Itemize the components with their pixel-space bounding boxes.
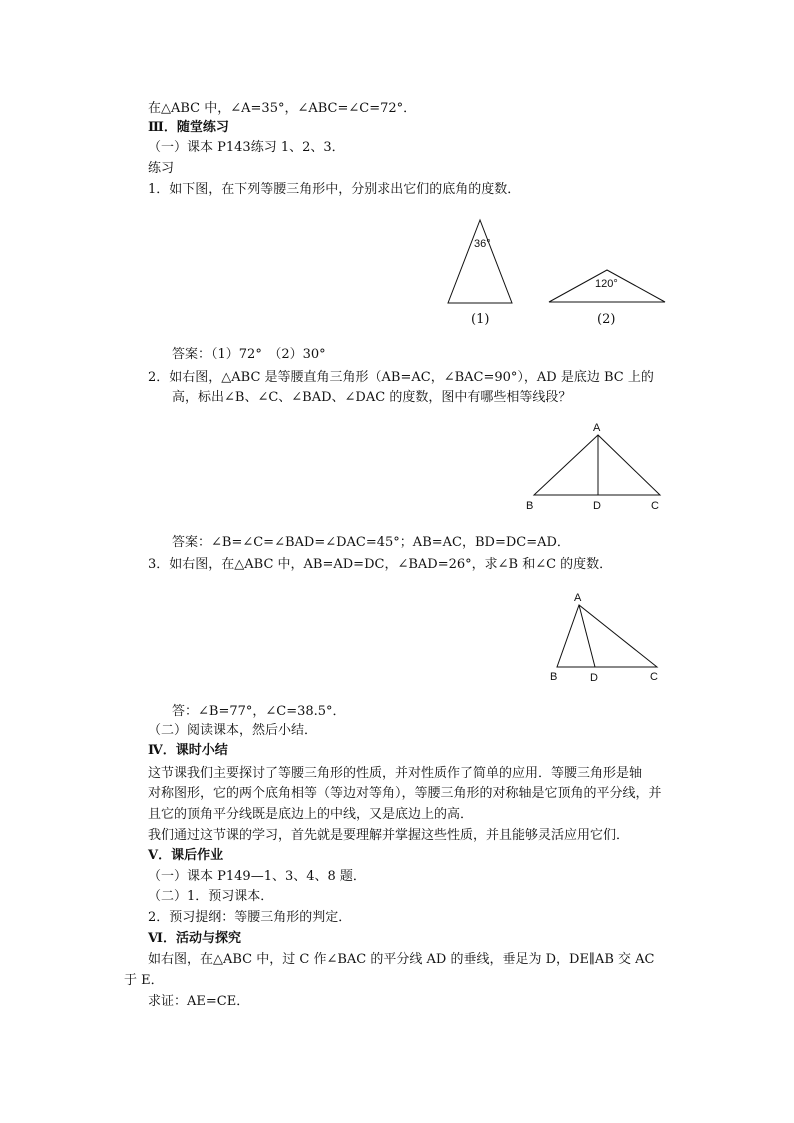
text-line: 2．预习提纲：等腰三角形的判定．	[148, 910, 352, 925]
apex-angle-label: 120°	[595, 278, 618, 290]
vertex-label-d: D	[593, 500, 601, 512]
apex-angle-label: 36°	[474, 238, 491, 250]
answer-2: 答案：∠B=∠C=∠BAD=∠DAC=45°；AB=AC，BD=DC=AD．	[172, 535, 570, 550]
triangle-shape	[557, 605, 657, 667]
text-line: 练习	[148, 161, 175, 176]
vertex-label-b: B	[550, 671, 558, 683]
paragraph-line: 如右图，在△ABC 中，过 C 作∠BAC 的平分线 AD 的垂线，垂足为 D，DE∥AB 交 AC	[148, 952, 655, 967]
figure-triangle-4	[545, 588, 670, 683]
paragraph-line: 且它的顶角平分线既是底边上的中线，又是底边上的高．	[148, 807, 474, 822]
vertex-label-d: D	[590, 672, 598, 684]
question-2: 2．如右图，△ABC 是等腰直角三角形（AB=AC，∠BAC=90°），AD 是底边 BC 上的	[148, 370, 654, 385]
paragraph-line: 这节课我们主要探讨了等腰三角形的性质，并对性质作了简单的应用．等腰三角形是轴	[148, 766, 643, 781]
text-line: （二）1．预习课本．	[148, 889, 274, 904]
vertex-label-c: C	[651, 500, 659, 512]
answer-3: 答：∠B=77°，∠C=38.5°．	[172, 704, 346, 719]
question-1: 1．如下图，在下列等腰三角形中，分别求出它们的底角的度数．	[148, 182, 521, 197]
paragraph-line: 对称图形，它的两个底角相等（等边对等角），等腰三角形的对称轴是它顶角的平分线，并	[148, 786, 662, 801]
section-heading-homework: Ⅴ．课后作业	[148, 848, 224, 863]
text-line: 在△ABC 中，∠A=35°，∠ABC=∠C=72°．	[148, 101, 417, 116]
segment-ad	[579, 605, 595, 667]
section-heading-summary: Ⅳ．课时小结	[148, 743, 228, 758]
vertex-label-c: C	[650, 671, 658, 683]
vertex-label-b: B	[526, 500, 534, 512]
vertex-label-a: A	[593, 422, 601, 434]
text-line: （一）课本 P143练习 1、2、3．	[148, 140, 345, 155]
question-3: 3．如右图，在△ABC 中，AB=AD=DC，∠BAD=26°，求∠B 和∠C 的度数．	[148, 557, 613, 572]
paragraph-line: 求证：AE=CE．	[148, 994, 250, 1009]
triangle-shape	[448, 220, 512, 303]
section-heading-activity: Ⅵ．活动与探究	[148, 931, 241, 946]
text-line: （一）课本 P149—1、3、4、8 题．	[148, 869, 366, 884]
question-2-cont: 高，标出∠B、∠C、∠BAD、∠DAC 的度数，图中有哪些相等线段？	[172, 390, 572, 405]
figure-triangle-2	[545, 262, 670, 330]
figure-triangle-3	[520, 418, 670, 518]
figure-caption: (1)	[471, 312, 490, 327]
section-heading-practice: Ⅲ．随堂练习	[148, 120, 229, 135]
paragraph-line: 于 E．	[124, 973, 164, 988]
triangle-shape	[534, 435, 660, 495]
paragraph-line: 我们通过这节课的学习，首先就是要理解并掌握这些性质，并且能够灵活应用它们．	[148, 828, 630, 843]
vertex-label-a: A	[574, 592, 582, 604]
figure-caption: (2)	[597, 312, 616, 327]
answer-1: 答案：（1）72° （2）30°	[172, 347, 326, 362]
text-line: （二）阅读课本，然后小结．	[148, 723, 318, 738]
figure-triangle-1	[440, 215, 520, 330]
